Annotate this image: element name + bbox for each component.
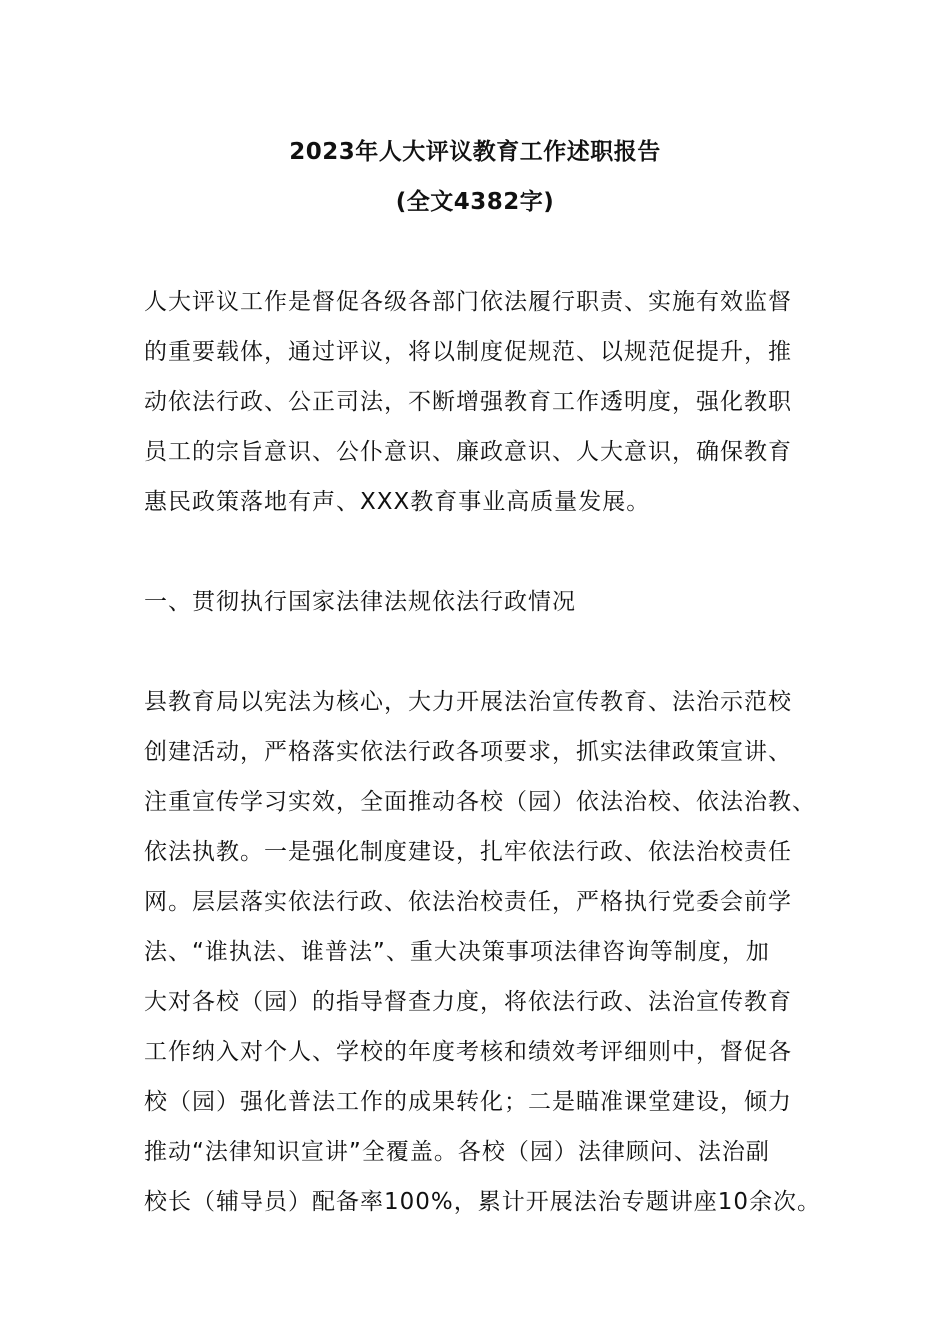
paragraph-line: 依法执教。一是强化制度建设，扎牢依法行政、依法治校责任 [144, 839, 792, 865]
paragraph-line: 校（园）强化普法工作的成果转化；二是瞄准课堂建设，倾力 [144, 1089, 792, 1115]
paragraph-line: 注重宣传学习实效，全面推动各校（园）依法治校、依法治教、 [144, 789, 816, 815]
paragraph-line: 人大评议工作是督促各级各部门依法履行职责、实施有效监督 [144, 289, 792, 315]
paragraph-line: 的重要载体，通过评议，将以制度促规范、以规范促提升，推 [144, 339, 792, 365]
paragraph-line: 法、“谁执法、谁普法”、重大决策事项法律咨询等制度，加 [144, 939, 770, 965]
paragraph-line: 大对各校（园）的指导督查力度，将依法行政、法治宣传教育 [144, 989, 792, 1015]
section-heading: 一、贯彻执行国家法律法规依法行政情况 [144, 589, 576, 615]
paragraph-line: 惠民政策落地有声、XXX教育事业高质量发展。 [144, 489, 651, 515]
paragraph-line: 工作纳入对个人、学校的年度考核和绩效考评细则中，督促各 [144, 1039, 792, 1065]
paragraph-line: 校长（辅导员）配备率100%，累计开展法治专题讲座10余次。 [144, 1189, 822, 1215]
paragraph-line: 推动“法律知识宣讲”全覆盖。各校（园）法律顾问、法治副 [144, 1139, 770, 1165]
paragraph-line: 动依法行政、公正司法，不断增强教育工作透明度，强化教职 [144, 389, 792, 415]
document-subtitle: (全文4382字) [395, 189, 555, 215]
paragraph-line: 县教育局以宪法为核心，大力开展法治宣传教育、法治示范校 [144, 689, 792, 715]
paragraph-line: 网。层层落实依法行政、依法治校责任，严格执行党委会前学 [144, 889, 792, 915]
paragraph-line: 创建活动，严格落实依法行政各项要求，抓实法律政策宣讲、 [144, 739, 792, 765]
document-title: 2023年人大评议教育工作述职报告 [289, 139, 661, 165]
paragraph-line: 员工的宗旨意识、公仆意识、廉政意识、人大意识，确保教育 [144, 439, 792, 465]
